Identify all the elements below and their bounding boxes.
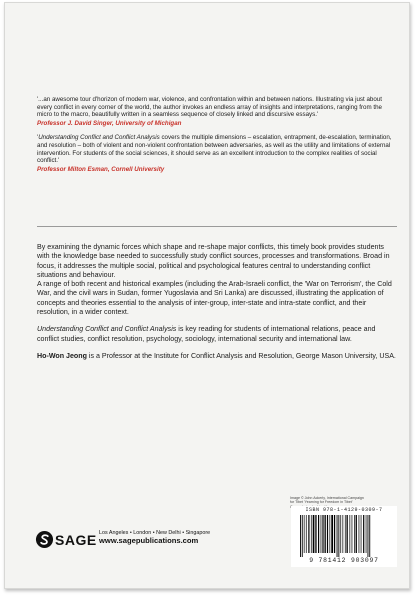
barcode-number: 9 781412 903097 (309, 557, 379, 564)
divider (37, 226, 397, 227)
credit-line-2: for Tibet 'Yearning for Freedom in Tibet' (290, 500, 353, 505)
endorsement-2-text: 'Understanding Conflict and Conflict Analysis covers the multiple dimensions – escalation, entrapment, de-escalation, termination, and resolution – both of violent and non-violent confrontation between adversaries, as well as the utility and limitations of external intervention. For students of the social sciences, it should serve as an excellent introduction to the complex realities of social conflict.' (37, 134, 392, 165)
endorsements (37, 96, 397, 174)
endorsement-1-text: '...an awesome tour d'horizon of modern war, violence, and confrontation within and between nations. Illustrating via just about every conflict in every corner of the world, the author invokes an endless array of insights and interpretations, ranging from the micro to the macro, beautifully written in a seamless sequence of closely linked and discursive essays.' (37, 96, 382, 119)
endorsement-2-book-title: Understanding Conflict and Conflict Analysis (38, 134, 160, 142)
endorsement-2-author: Professor Milton Esman, Cornell University (37, 165, 165, 173)
blurb-book-title: Understanding Conflict and Conflict Analysis (37, 325, 177, 334)
publisher-url: www.sagepublications.com (99, 536, 199, 545)
publisher-cities: Los Angeles • London • New Delhi • Singapore (99, 530, 211, 536)
barcode (291, 506, 397, 567)
author-name: Ho-Won Jeong (37, 351, 87, 360)
blurb-paragraph-3-text: is key reading for students of international relations, peace and conflict studies, conflict resolution, psychology, sociology, international security and international law. (37, 325, 376, 343)
sage-logo (35, 530, 97, 550)
sage-logo-text: SAGE (55, 532, 97, 548)
blurb-paragraph-3 (37, 325, 397, 344)
sage-logo-mark-icon (35, 530, 54, 549)
publisher-info (99, 530, 210, 544)
endorsement-2-body: covers the multiple dimensions – escalation, entrapment, de-escalation, termination, and resolution – both of violent and non-violent confrontation between adversaries, as well as the utility and limitations of external intervention. For students of the social sciences, it should serve as an excellent introduction to the complex realities of social conflict.' (37, 134, 392, 165)
credit-line-1: Image © John Ackerly, International Campaign (290, 496, 364, 500)
blurb-paragraph-1: By examining the dynamic forces which shape and re-shape major conflicts, this timely book provides students with the knowledge base needed to successfully study conflict sources, processes and transformations. Broad in focus, it addresses the multiple social, political and psychological features central to understanding conflict situations and behaviour. (37, 243, 390, 279)
author-bio-text: is a Professor at the Institute for Conflict Analysis and Resolution, George Mason University, USA. (86, 351, 396, 360)
blurb-paragraph-2: A range of both recent and historical examples (including the Arab-Israeli conflict, the 'War on Terrorism', the Cold War, and the civil wars in Sudan, former Yugoslavia and Sri Lanka) are discussed, illustrating the application of concepts and theories essential to the analysis of inter-group, inter-state and intra-state conflict, and their resolution, in a wider context. (37, 280, 392, 317)
back-cover (4, 2, 410, 589)
barcode-bars (299, 515, 391, 557)
isbn-label: ISBN 978-1-4129-0309-7 (305, 507, 383, 513)
author-bio (37, 352, 397, 361)
endorsement-1-author: Professor J. David Singer, University of Michigan (37, 120, 182, 128)
blurb (37, 243, 397, 369)
